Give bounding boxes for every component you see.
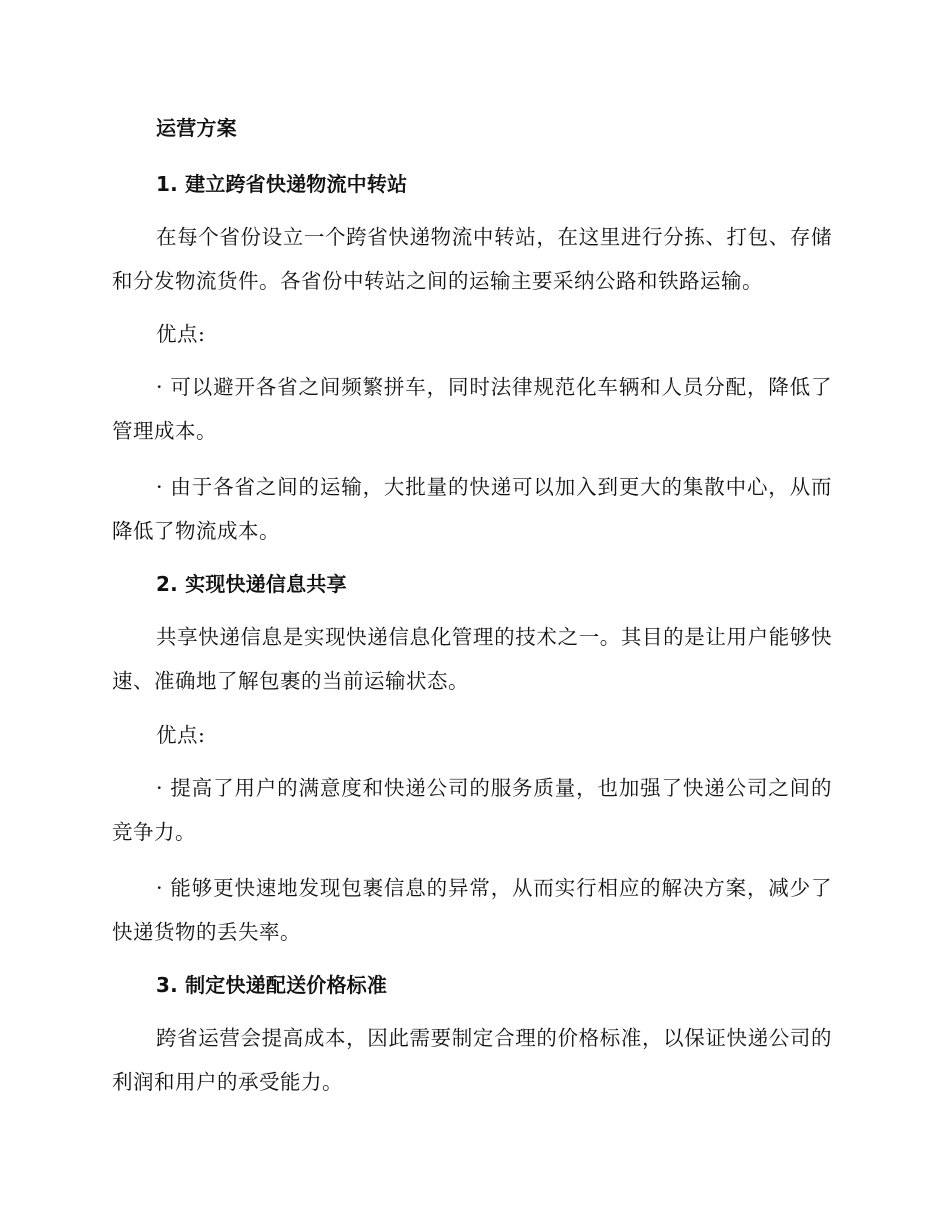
section-2-advantages-label: 优点: xyxy=(156,723,206,747)
section-2-intro: 共享快递信息是实现快递信息化管理的技术之一。其目的是让用户能够快速、准确地了解包裹的当前运输状态。 xyxy=(112,625,832,693)
section-1-intro: 在每个省份设立一个跨省快递物流中转站，在这里进行分拣、打包、存储和分发物流货件。各省份中转站之间的运输主要采纳公路和铁路运输。 xyxy=(112,225,832,293)
section-2-heading: 2. 实现快递信息共享 xyxy=(156,572,347,596)
section-3-intro: 跨省运营会提高成本，因此需要制定合理的价格标准，以保证快递公司的利润和用户的承受能力。 xyxy=(112,1026,832,1094)
section-1-bullet-2: · 由于各省之间的运输，大批量的快递可以加入到更大的集散中心，从而降低了物流成本。 xyxy=(112,475,832,543)
section-1-advantages-label: 优点: xyxy=(156,322,206,346)
section-1-heading: 1. 建立跨省快递物流中转站 xyxy=(156,172,408,196)
document-title: 运营方案 xyxy=(156,116,237,140)
section-3-heading: 3. 制定快递配送价格标准 xyxy=(156,973,388,997)
section-2-bullet-2: · 能够更快速地发现包裹信息的异常，从而实行相应的解决方案，减少了快递货物的丢失率。 xyxy=(112,876,832,944)
section-1-bullet-1: · 可以避开各省之间频繁拼车，同时法律规范化车辆和人员分配，降低了管理成本。 xyxy=(112,375,832,443)
section-2-bullet-1: · 提高了用户的满意度和快递公司的服务质量，也加强了快递公司之间的竞争力。 xyxy=(112,776,832,844)
